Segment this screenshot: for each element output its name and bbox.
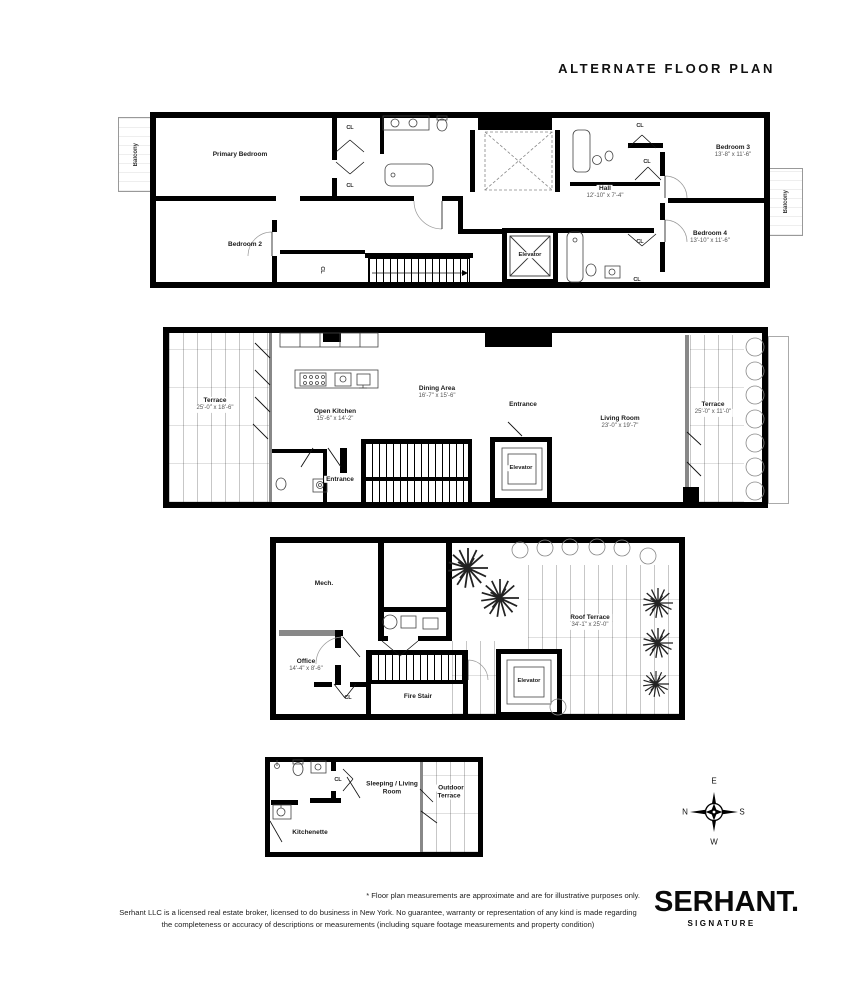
compass-west-label: W: [710, 837, 718, 847]
closet-label: CL: [334, 777, 342, 783]
serhant-signature-label: SIGNATURE: [687, 919, 756, 928]
disclaimer-measurements: * Floor plan measurements are approximate and are for illustrative purposes only.: [366, 891, 640, 900]
room-label-elevator: Elevator: [509, 465, 533, 472]
closet-label: CL: [346, 125, 354, 131]
entrance-label: Entrance: [509, 400, 537, 408]
compass-south-label: S: [739, 807, 745, 817]
floor1-linework: [150, 112, 770, 288]
room-label-sleeping-living: Sleeping / Living Room: [366, 780, 418, 796]
room-label-bedroom-3: Bedroom 3 13'-8" x 11'-6": [714, 143, 752, 159]
floorplan-roof-level: [270, 537, 685, 720]
closet-label: CL: [633, 277, 641, 283]
page-title: ALTERNATE FLOOR PLAN: [558, 61, 775, 76]
room-label-elevator: Elevator: [517, 678, 541, 685]
room-label-mech: Mech.: [314, 579, 334, 587]
closet-label: CL: [344, 695, 352, 701]
serhant-logo: SERHANT.: [654, 886, 800, 918]
room-label-terrace-right: Terrace 25'-0" x 11'-0": [694, 400, 732, 416]
floorplan-bedroom-level: [150, 112, 770, 288]
entrance-label: Entrance: [326, 475, 354, 483]
closet-label: CL: [636, 123, 644, 129]
balcony-label: Balcony: [132, 142, 139, 167]
room-label-hall: Hall 12'-10" x 7'-4": [586, 184, 624, 200]
balcony-label: Balcony: [783, 190, 789, 214]
room-label-primary-bedroom: Primary Bedroom: [212, 150, 268, 158]
tree-icons: [448, 548, 673, 697]
floor2-linework: [163, 327, 768, 508]
closet-label: CL: [346, 183, 354, 189]
balcony-right: [769, 168, 803, 236]
floorplan-studio-level: [265, 757, 483, 857]
room-label-bedroom-2: Bedroom 2: [228, 240, 262, 248]
floor3-linework: [270, 537, 685, 720]
room-label-kitchenette: Kitchenette: [292, 828, 328, 836]
compass-rose-icon: [688, 786, 740, 838]
balcony-left: [118, 117, 153, 192]
closet-label: CL: [643, 159, 651, 165]
room-label-elevator: Elevator: [518, 252, 542, 259]
planter-ledge: [768, 336, 789, 504]
room-label-office: Office 14'-4" x 8'-6": [289, 657, 323, 673]
floorplan-main-level: [163, 327, 768, 508]
compass-east-label: E: [711, 776, 717, 786]
floor4-linework: [265, 757, 483, 857]
closet-label: CL: [319, 266, 325, 274]
room-label-fire-stair: Fire Stair: [403, 692, 433, 700]
disclaimer-broker: Serhant LLC is a licensed real estate broker, licensed to do business in New York. No guarantee, warranty or representation of any kind is made regarding the completeness or accuracy of descriptions or measurements (including square footage measurements and property condition): [119, 908, 637, 929]
closet-label: CL: [636, 239, 644, 245]
room-label-living-room: Living Room 23'-0" x 19'-7": [600, 414, 640, 430]
room-label-terrace-left: Terrace 25'-0" x 18'-6": [196, 396, 234, 412]
room-label-dining-area: Dining Area 16'-7" x 15'-6": [418, 384, 456, 400]
compass-north-label: N: [682, 807, 688, 817]
room-label-outdoor-terrace: Outdoor Terrace: [437, 784, 464, 800]
room-label-bedroom-4: Bedroom 4 13'-10" x 11'-6": [690, 229, 730, 245]
room-label-open-kitchen: Open Kitchen 15'-6" x 14'-2": [313, 407, 357, 423]
room-label-roof-terrace: Roof Terrace 34'-1" x 25'-0": [570, 613, 610, 629]
